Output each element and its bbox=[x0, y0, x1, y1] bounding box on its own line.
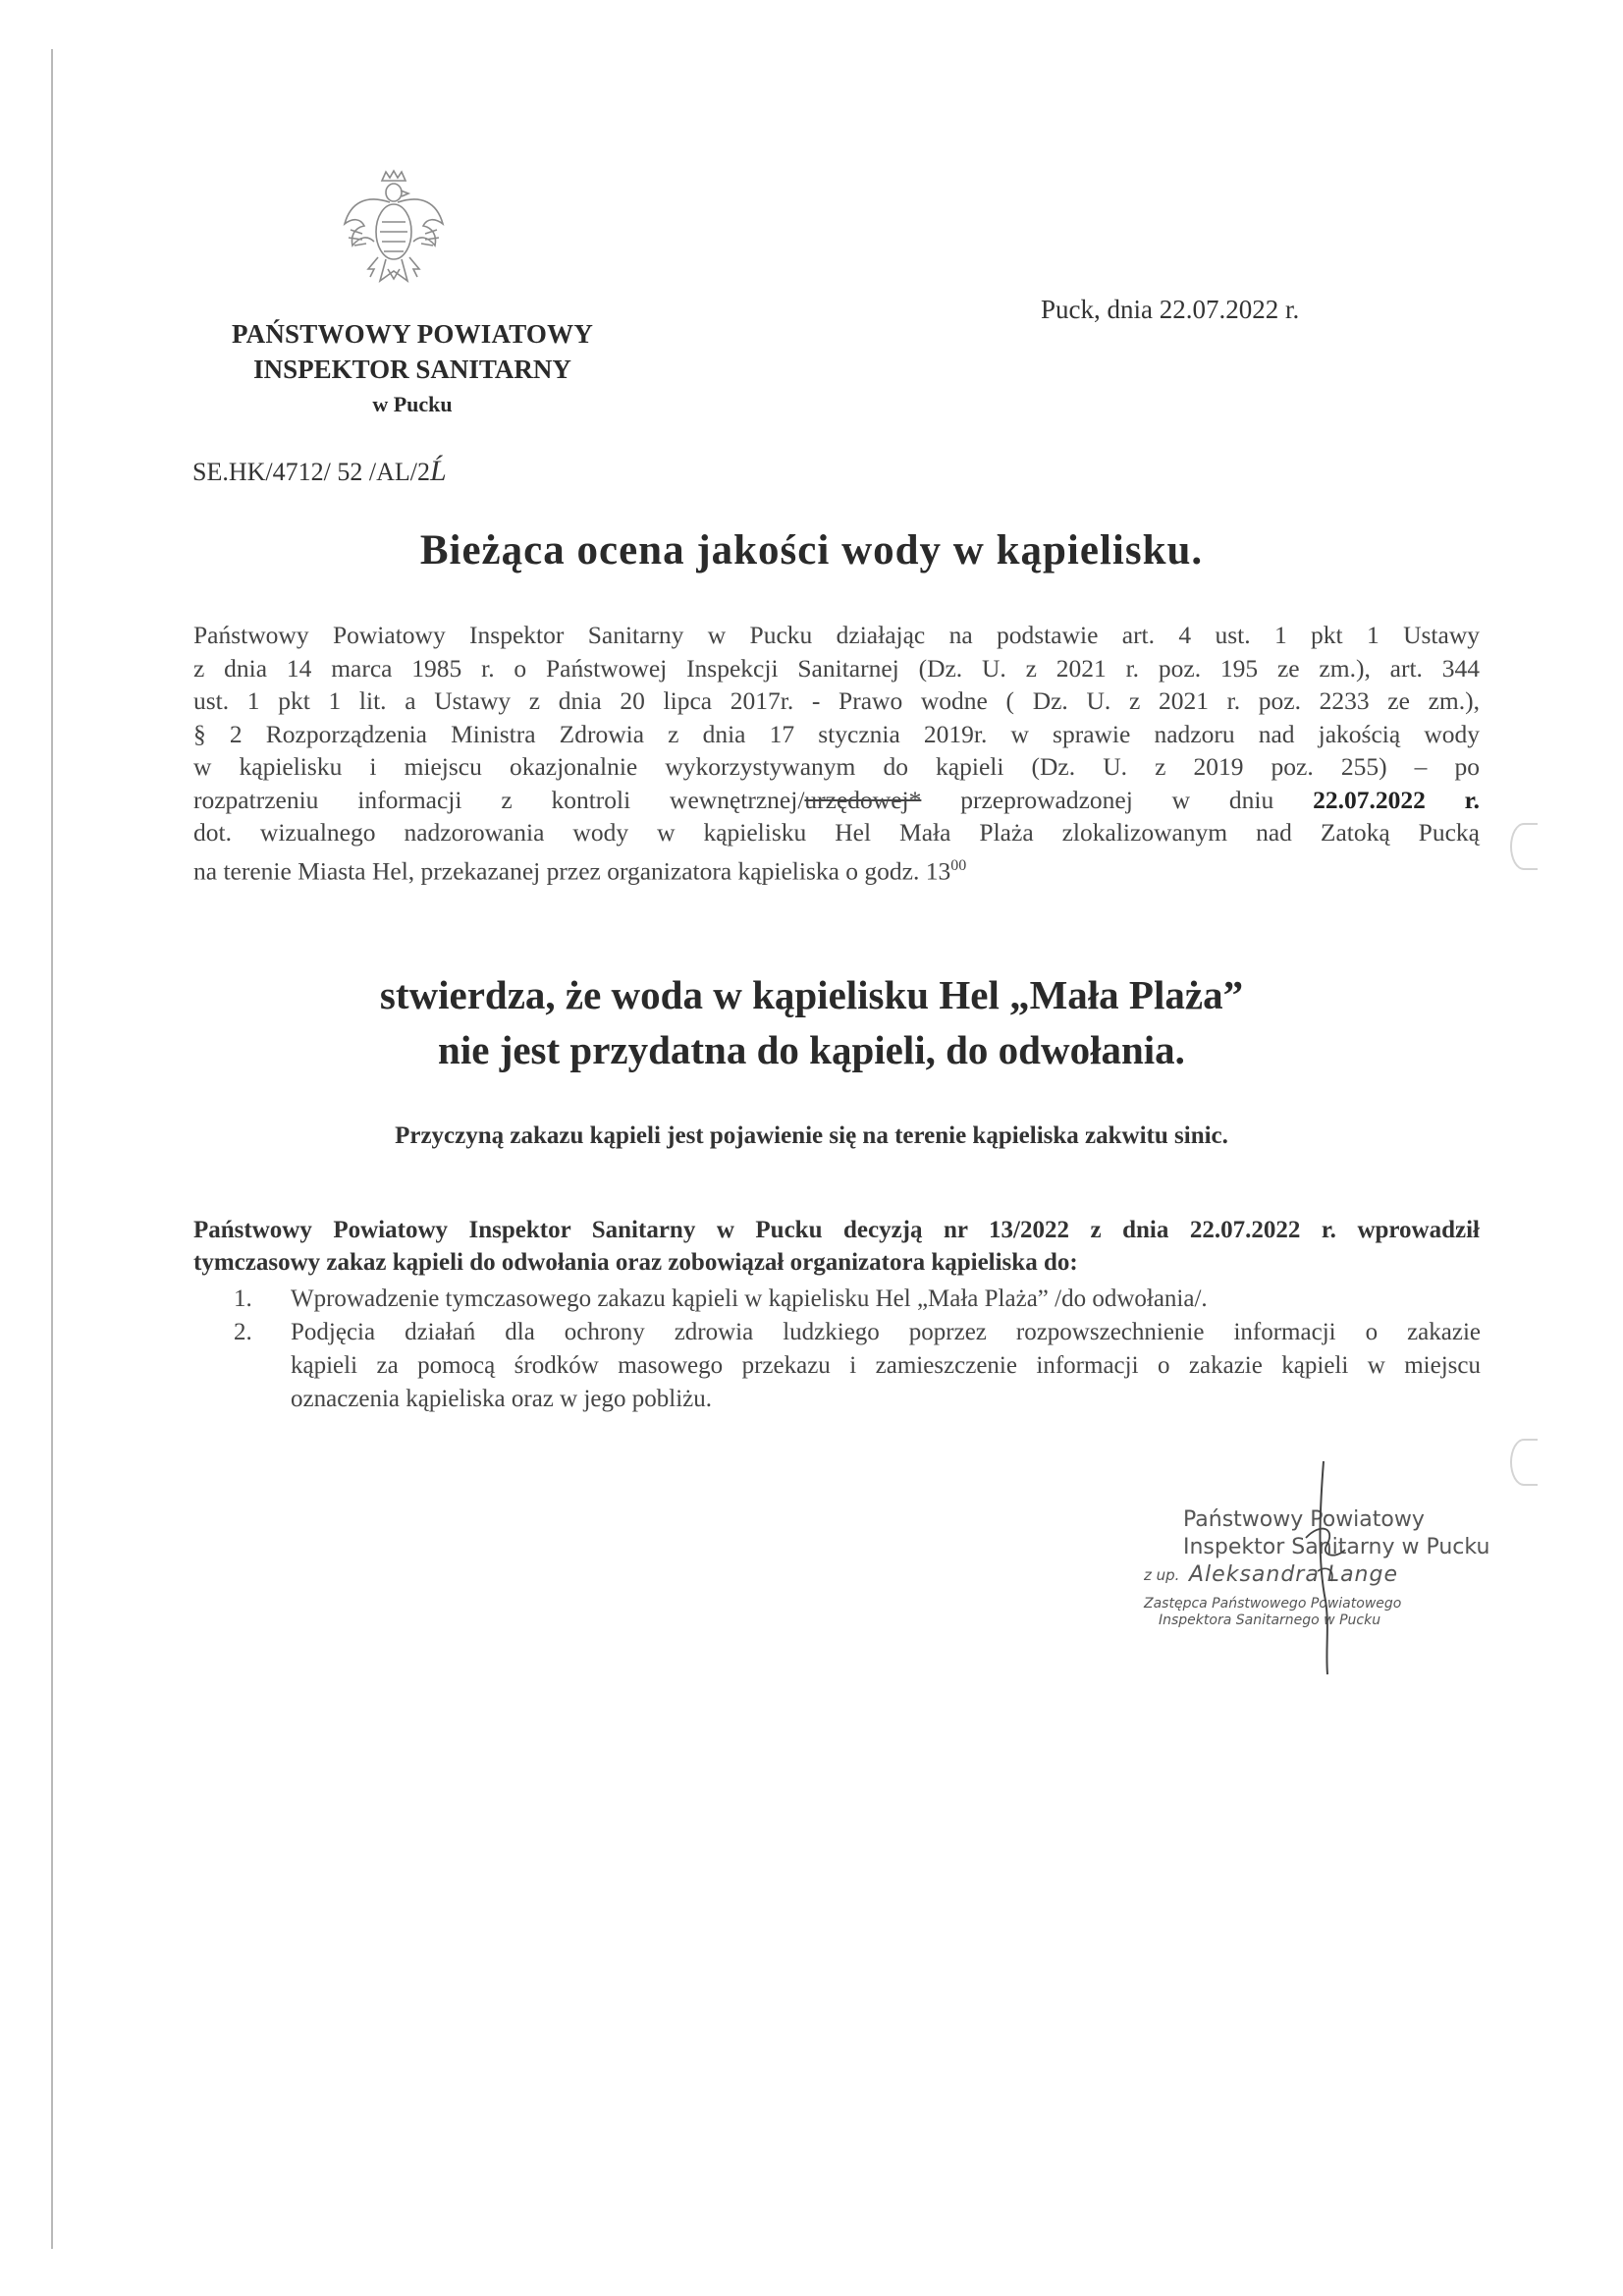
list-item-line: oznaczenia kąpieliska oraz w jego pobliżu. bbox=[291, 1386, 712, 1412]
authority-line-1: PAŃSTWOWY POWIATOWY bbox=[231, 319, 594, 349]
body-line: w kąpielisku i miejscu okazjonalnie wykorzystywanym do kąpieli (Dz. U. z 2019 poz. 255) – po bbox=[193, 752, 1480, 781]
body-line: § 2 Rozporządzenia Ministra Zdrowia z dnia 17 stycznia 2019r. w sprawie nadzoru nad jakością wody bbox=[193, 719, 1480, 748]
body-text: rozpatrzeniu informacji z kontroli wewnętrznej/ bbox=[193, 785, 805, 814]
handwritten-signature bbox=[1267, 1453, 1384, 1679]
body-text: przeprowadzonej w dniu bbox=[921, 785, 1314, 814]
place-and-date: Puck, dnia 22.07.2022 r. bbox=[1041, 295, 1300, 324]
body-line: dot. wizualnego nadzorowania wody w kąpielisku Hel Mała Plaża zlokalizowanym nad Zatoką Pucką bbox=[193, 818, 1480, 847]
list-item bbox=[234, 1283, 1481, 1316]
reference-number bbox=[192, 455, 447, 488]
statement-line-2: nie jest przydatna do kąpieli, do odwołania. bbox=[438, 1027, 1185, 1072]
body-line: ust. 1 pkt 1 lit. a Ustawy z dnia 20 lipca 2017r. - Prawo wodne ( Dz. U. z 2021 r. poz. 2233 ze zm.), bbox=[193, 686, 1480, 715]
stamp-role-2: Inspektora Sanitarnego w Pucku bbox=[1159, 1613, 1381, 1628]
body-paragraph bbox=[193, 619, 1480, 888]
reference-handwritten-mark: Ĺ bbox=[429, 455, 447, 487]
ban-cause: Przyczyną zakazu kąpieli jest pojawienie się na terenie kąpieliska zakwitu sinic. bbox=[395, 1122, 1228, 1149]
polish-eagle-emblem-icon bbox=[339, 167, 447, 293]
punch-hole-mark bbox=[1510, 823, 1538, 870]
hour-superscript: 00 bbox=[950, 856, 967, 874]
main-statement bbox=[0, 967, 1623, 1077]
body-line bbox=[193, 784, 1480, 817]
stamp-line-1: Państwowy Powiatowy bbox=[1183, 1507, 1425, 1532]
stamp-zup: z up. bbox=[1144, 1566, 1180, 1584]
decision-line: tymczasowy zakaz kąpieli do odwołania oraz zobowiązał organizatora kąpieliska do: bbox=[193, 1249, 1078, 1276]
list-item-line: Wprowadzenie tymczasowego zakazu kąpieli w kąpielisku Hel „Mała Plaża” /do odwołania/. bbox=[291, 1285, 1208, 1312]
reference-text: SE.HK/4712/ 52 /AL/2 bbox=[192, 458, 430, 486]
decision-line: Państwowy Powiatowy Inspektor Sanitarny w Pucku decyzją nr 13/2022 z dnia 22.07.2022 r. wprowadził bbox=[193, 1217, 1480, 1243]
list-item-line: Podjęcia działań dla ochrony zdrowia ludzkiego poprzez rozpowszechnienie informacji o zakazie bbox=[291, 1319, 1481, 1345]
list-item-number: 2. bbox=[234, 1319, 252, 1345]
document-title: Bieżąca ocena jakości wody w kąpielisku. bbox=[419, 527, 1204, 574]
obligations-list bbox=[234, 1283, 1481, 1416]
stamp-line-2: Inspektor Sanitarny w Pucku bbox=[1183, 1535, 1490, 1559]
list-item-number: 1. bbox=[234, 1285, 252, 1312]
list-item bbox=[234, 1316, 1481, 1416]
body-text: na terenie Miasta Hel, przekazanej przez organizatora kąpieliska o godz. 13 bbox=[193, 856, 951, 885]
stamp-name: Aleksandra Lange bbox=[1189, 1562, 1398, 1587]
list-item-line: kąpieli za pomocą środków masowego przekazu i zamieszczenie informacji o zakazie kąpieli w miejscu bbox=[291, 1352, 1481, 1379]
authority-line-3: w Pucku bbox=[372, 392, 453, 416]
punch-hole-mark bbox=[1510, 1439, 1538, 1486]
inspection-date: 22.07.2022 r. bbox=[1313, 785, 1481, 814]
issuing-authority bbox=[201, 316, 623, 422]
struck-word: urzędowej* bbox=[804, 785, 922, 814]
body-line bbox=[193, 849, 1480, 888]
body-line: Państwowy Powiatowy Inspektor Sanitarny w Pucku działając na podstawie art. 4 ust. 1 pkt 1 Ustawy bbox=[193, 621, 1480, 649]
stamp-role-1: Zastępca Państwowego Powiatowego bbox=[1144, 1596, 1402, 1612]
decision-paragraph bbox=[193, 1214, 1480, 1279]
authority-line-2: INSPEKTOR SANITARNY bbox=[253, 355, 571, 384]
body-line: z dnia 14 marca 1985 r. o Państwowej Inspekcji Sanitarnej (Dz. U. z 2021 r. poz. 195 ze zm.), art. 344 bbox=[193, 653, 1480, 683]
statement-line-1: stwierdza, że woda w kąpielisku Hel „Mała Plaża” bbox=[379, 972, 1244, 1017]
